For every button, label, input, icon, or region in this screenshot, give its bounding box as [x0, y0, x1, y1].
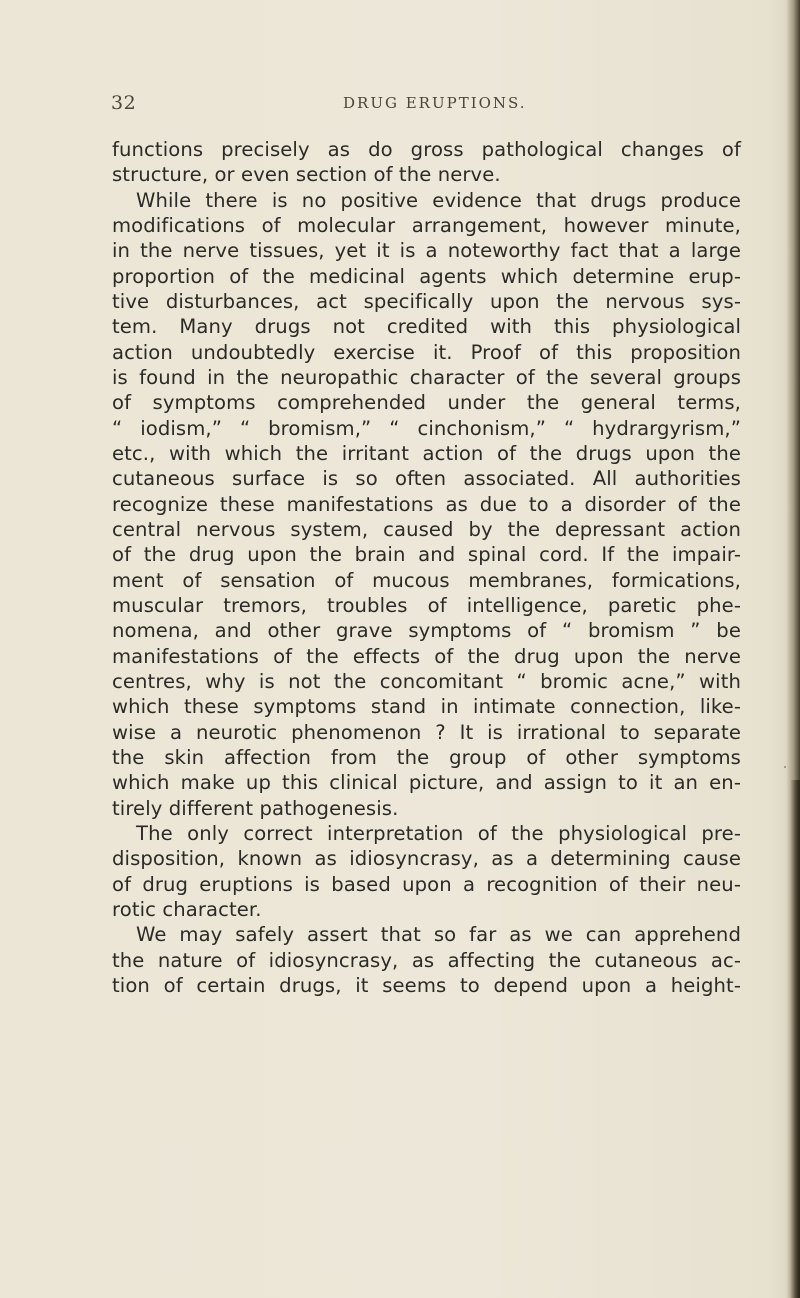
text-line: modifications of molecular arrangement, however minute, [112, 213, 741, 237]
text-line: centres, why is not the concomitant “ bromic acne,” with [112, 669, 741, 693]
body-text [112, 137, 741, 998]
text-line: which these symptoms stand in intimate connection, like- [112, 695, 741, 719]
text-line: in the nerve tissues, yet it is a noteworthy fact that a large [112, 239, 741, 263]
text-line: central nervous system, caused by the depressant action [112, 517, 741, 541]
text-line: of drug eruptions is based upon a recognition of their neu- [112, 872, 741, 896]
page-number: 32 [111, 92, 137, 114]
text-line: etc., with which the irritant action of the drugs upon the [112, 441, 741, 465]
text-line: muscular tremors, troubles of intelligence, paretic phe- [112, 593, 741, 617]
text-line: ment of sensation of mucous membranes, formications, [112, 568, 741, 592]
running-head [0, 92, 800, 122]
text-line: tirely different pathogenesis. [112, 796, 399, 820]
paper-speck [494, 880, 496, 882]
text-line: action undoubtedly exercise it. Proof of this proposition [112, 340, 741, 364]
text-line: nomena, and other grave symptoms of “ bromism ” be [112, 619, 741, 643]
text-line: manifestations of the effects of the drug upon the nerve [112, 644, 741, 668]
text-line: The only correct interpretation of the physiological pre- [136, 821, 741, 845]
text-line: disposition, known as idiosyncrasy, as a determining cause [112, 847, 741, 871]
text-line: rotic character. [112, 897, 262, 921]
text-line: of the drug upon the brain and spinal cord. If the impair- [112, 543, 741, 567]
page-edge-shadow-lower [790, 780, 800, 1298]
text-line: “ iodism,” “ bromism,” “ cinchonism,” “ hydrargyrism,” [112, 416, 741, 440]
text-line: tem. Many drugs not credited with this physiological [112, 315, 741, 339]
text-line: wise a neurotic phenomenon ? It is irrational to separate [112, 720, 741, 744]
text-line: While there is no positive evidence that drugs produce [136, 188, 741, 212]
text-line: functions precisely as do gross pathological changes of [112, 138, 741, 161]
paper-speck [784, 766, 786, 768]
text-line: is found in the neuropathic character of the several groups [112, 365, 741, 389]
text-line: tion of certain drugs, it seems to depend upon a height- [112, 973, 741, 997]
text-line: proportion of the medicinal agents which determine erup- [112, 264, 741, 288]
text-line: which make up this clinical picture, and assign to it an en- [112, 771, 741, 795]
text-line: of symptoms comprehended under the general terms, [112, 391, 741, 415]
text-line: cutaneous surface is so often associated. All authorities [112, 467, 741, 491]
text-line: We may safely assert that so far as we can apprehend [136, 923, 741, 947]
text-line: tive disturbances, act specifically upon the nervous sys- [112, 289, 741, 313]
text-line: structure, or even section of the nerve. [112, 163, 501, 187]
text-line: the skin affection from the group of other symptoms [112, 745, 741, 769]
text-line: recognize these manifestations as due to a disorder of the [112, 492, 741, 516]
running-head-title: DRUG ERUPTIONS. [343, 94, 527, 112]
text-line: the nature of idiosyncrasy, as affecting the cutaneous ac- [112, 948, 741, 972]
